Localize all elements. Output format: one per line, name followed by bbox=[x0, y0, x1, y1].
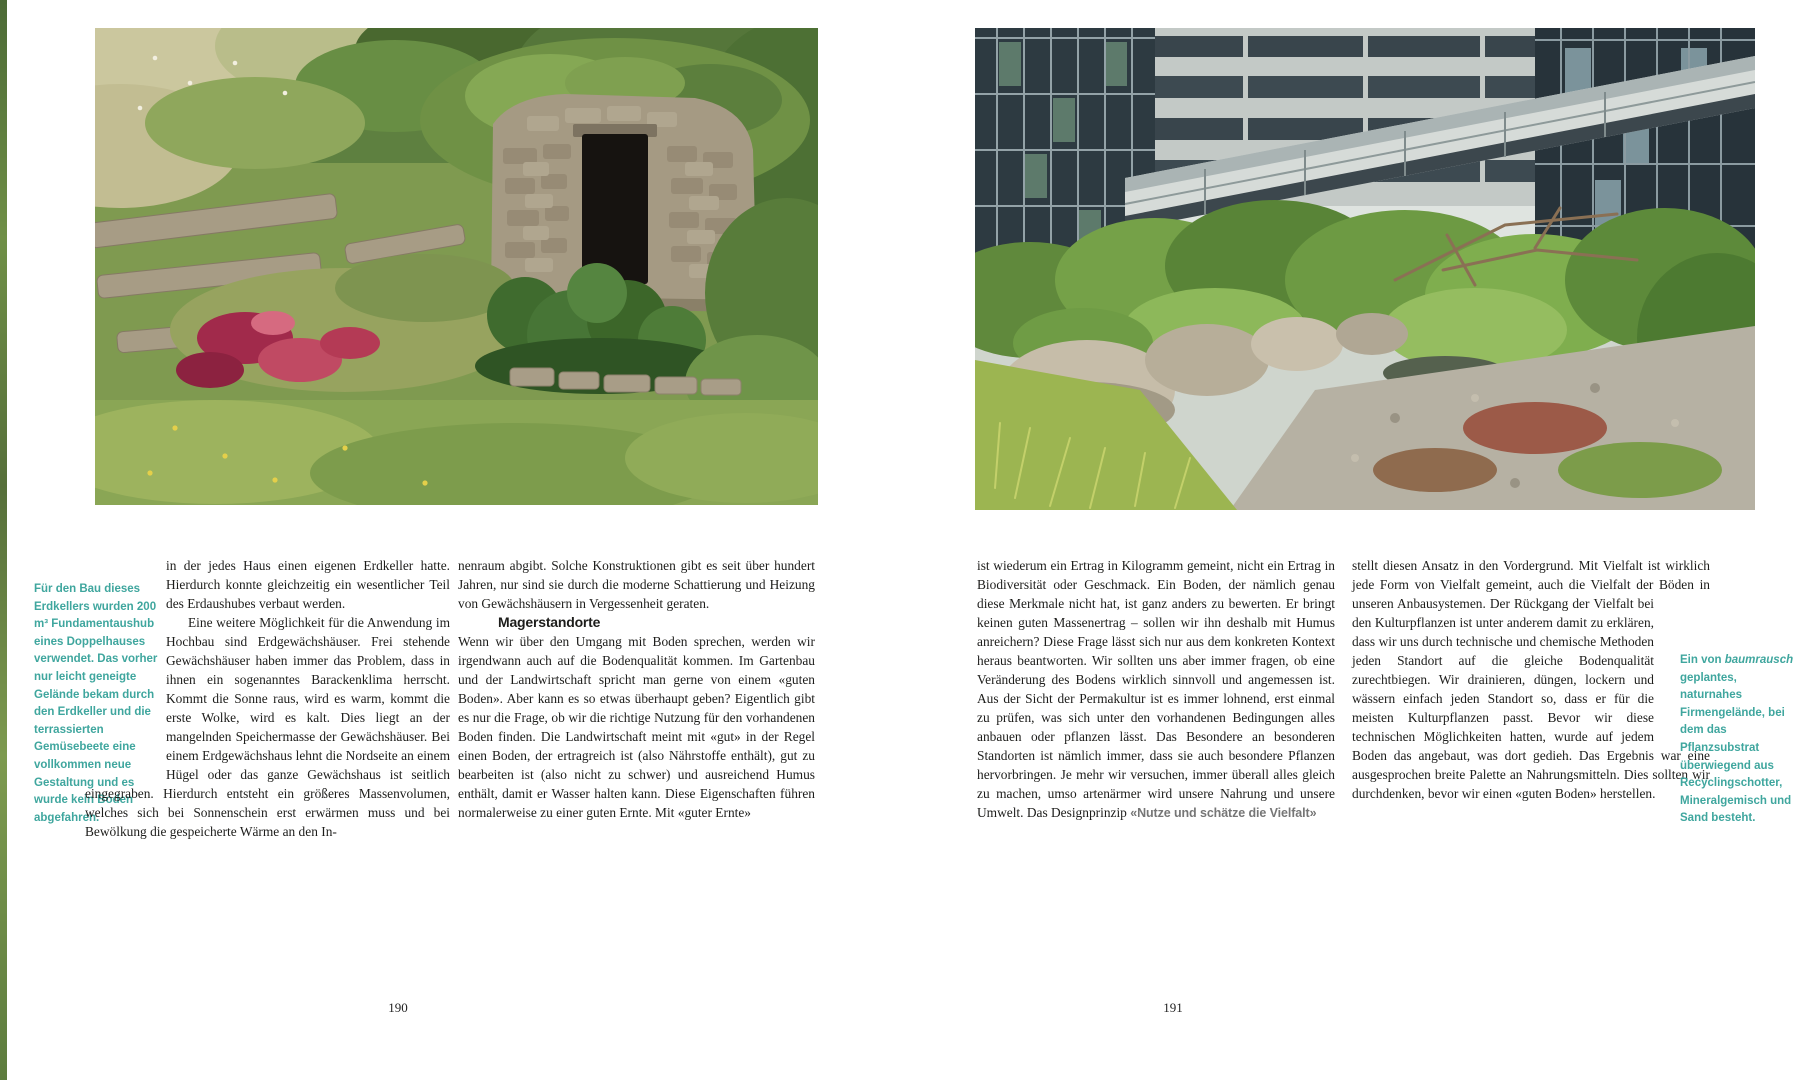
body-paragraph: Eine weitere Möglichkeit für die Anwendung im Hochbau sind Erdgewächshäuser. Frei stehende Gewächshäuser haben immer das Problem, dass in ihnen ein sogenanntes Barackenklima herrscht. Kommt die Sonne raus, wird es warm, kommt die erste Wolke, wird es kalt. Dies liegt an der mangelnden Speichermasse der Gewächshäuser. Bei einem Erdgewächshaus lehnt die Nordseite an einem Hügel oder das ganze Gewächshaus ist seitlich eingegraben. Hierdurch entsteht ein größeres Massenvolumen, welches sich bei Sonnenschein erst erwärmen muss und bei Bewölkung die gespeicherte Wärme an den In- bbox=[85, 615, 450, 839]
photo-garden-root-cellar-art bbox=[95, 28, 818, 505]
left-column-2 bbox=[458, 556, 815, 822]
body-paragraph bbox=[1352, 556, 1710, 803]
photo-garden-root-cellar bbox=[95, 28, 818, 505]
photo-green-courtyard bbox=[975, 28, 1755, 510]
body-text: ist wiederum ein Ertrag in Kilogramm gemeint, nicht ein Ertrag in Biodiversität oder Geschmack. Ein Boden, der nämlich genau diese Merkmale nicht hat, ist ganz anders zu bewerten. Er bringt keinen guten Massenertrag – sollen wir ihn deshalb mit Humus anreichern? Diese Frage lässt sich nur aus dem konkreten Kontext heraus beantworten. Wir sollten uns aber immer fragen, ob eine Veränderung des Bodens wirklich sinnvoll und angemessen ist. Aus der Sicht der Permakultur ist es immer lohnend, erst einmal zu prüfen, was sich unter den vorhandenen Bedingungen alles anbauen oder pflanzen lässt. Das Besondere an besonderen Standorten ist nämlich immer, dass sie auch besondere Pflanzen hervorbringen. Je mehr wir versuchen, immer überall alles gleich zu machen, umso artenärmer wird unsere Nahrung und unsere Umwelt. Das Designprinzip bbox=[977, 558, 1335, 820]
section-heading: Magerstandorte bbox=[498, 614, 601, 630]
design-principle-phrase: «Nutze und schätze die Vielfalt» bbox=[1130, 806, 1317, 820]
right-column-1 bbox=[977, 556, 1335, 823]
margin-note-right bbox=[1680, 652, 1794, 828]
body-text: Vielfalt bei den Kulturpflanzen ist unter anderem damit zu erklären, dass wir uns durch technische und chemische Methoden jeden Standort auf die gleiche Bodenqualität zurechtbiegen. Wir drainieren, düngen, lockern und wässern einfach jeden Standort so, dass er für die meisten Kulturpflanzen passt. Bevor wir diese technischen Möglichkeiten hatten, wurde auf jedem Boden das angebaut, was dort gedieh. Das Ergebnis war eine ausgesprochen breite Palette an Nahrungsmitteln. Dies sollten wir durchdenken, bevor wir einen «guten Boden» herstellen. bbox=[1352, 596, 1710, 801]
body-paragraph: in der jedes Haus einen eigenen Erdkeller hatte. Hierdurch konnte gleichzeitig ein wesentlicher Teil des Erdaushubes verbaut werden. bbox=[166, 558, 450, 611]
margin-note-spacer bbox=[85, 556, 166, 784]
foreground-grass bbox=[95, 400, 818, 505]
body-paragraph: Wenn wir über den Umgang mit Boden sprechen, werden wir irgendwann auch auf die Bodenqualität kommen. Im Gartenbau und der Landwirtschaft spricht man gerne von einem «guten Boden». Aber kann es so etwas überhaupt geben? Eigentlich gibt es nur die Frage, ob wir die richtige Nutzung für den vorhandenen Boden finden. Die Landwirtschaft meint mit «gut» in der Regel einen Boden, der ertragreich ist (also Nährstoffe enthält), gut zu bearbeiten ist (also nicht zu schwer) und ausreichend Humus enthält, damit er Wasser halten kann. Diese Eigenschaften führen normalerweise zu einer guten Ernte. Mit «guter Ernte» bbox=[458, 634, 815, 820]
right-column-2 bbox=[1352, 556, 1710, 803]
left-column-1 bbox=[85, 556, 450, 841]
photo-green-courtyard-art bbox=[975, 28, 1755, 510]
margin-note-italic: baumrausch bbox=[1724, 654, 1794, 666]
scan-edge-strip bbox=[0, 0, 7, 1080]
cellar-doorway bbox=[582, 134, 648, 284]
margin-note-text: geplantes, naturnahes Firmengelände, bei dem das Pflanzsubstrat überwiegend aus Recyclingschotter, Mineralgemisch und Sand besteht. bbox=[1680, 671, 1792, 825]
page-number-left: 190 bbox=[388, 1000, 408, 1015]
margin-note-text: Ein von bbox=[1680, 654, 1725, 666]
body-paragraph bbox=[977, 556, 1335, 823]
page-number-right: 191 bbox=[1163, 1000, 1183, 1015]
body-text: stellt diesen Ansatz in den Vordergrund. Mit Vielfalt ist wirklich jede Form von Vielfalt gemeint, auch die Vielfalt der Böden in unseren Anbausystemen. Der Rückgang der bbox=[1352, 558, 1710, 611]
body-paragraph: nenraum abgibt. Solche Konstruktionen gibt es seit über hundert Jahren, nur sind sie durch die moderne Schattierung und Heizung von Gewächshäusern in Vergessenheit geraten. bbox=[458, 558, 815, 611]
margin-note-left: Für den Bau dieses Erdkellers wurden 200 m³ Fundamentaushub eines Doppelhauses verwendet. Das vorher nur leicht geneigte Gelände bekam durch den Erdkeller und die terrassierten Gemüsebeete eine vollkommen neue Gestaltung und es wurde kein Boden abgefahren. bbox=[34, 583, 158, 824]
